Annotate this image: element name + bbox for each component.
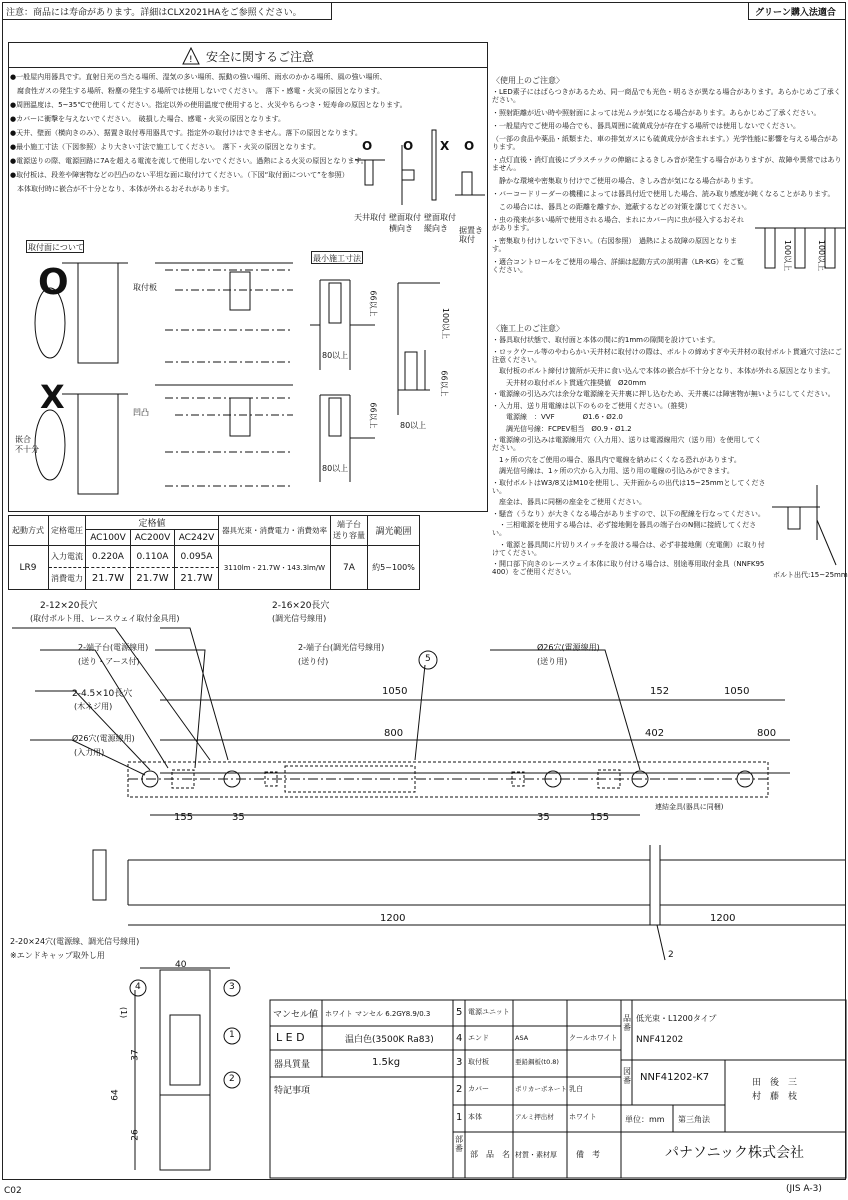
safety-line: ●取付板は、段差や障害物などの凹凸のない平坦な面に取付けてください。（下図“取付面について”を参照） <box>10 171 349 179</box>
construction-note-line: ・騒音（うなり）が大きくなる場合がありますので、以下の配線を行なってください。 <box>492 509 765 518</box>
cross-section <box>130 968 240 1170</box>
callout-hole-26-output-sub: (送り用) <box>537 657 568 666</box>
safety-line: ●電源送りの際、電源回路に7Aを超える電流を流して使用しないでください。過熱による火災の原因となります。 <box>10 157 368 165</box>
td-current-label: 入力電流 <box>49 546 86 568</box>
part-number: 2 <box>456 1084 463 1095</box>
dim-1200-left: 1200 <box>380 913 406 924</box>
mount-plate-label: 取付板 <box>133 283 157 292</box>
safety-line: ●カバーに衝撃を与えないでください。 破損した場合、感電・火災の原因となります。 <box>10 115 286 123</box>
mount-label-wall-horizontal: 壁面取付 横向き <box>389 213 421 233</box>
th-flux: 器具光束・消費電力・消費効率 <box>219 515 331 546</box>
unit-label: 単位：mm <box>625 1115 665 1124</box>
product-number: NNF41202 <box>636 1035 684 1045</box>
construction-note-line: ・電源線の引込み穴は余分な電源線を天井裏に押し込むため、天井裏には障害物が無いようにしてください。 <box>492 390 835 398</box>
construction-note-line: 取付板のボルト締付け箇所が天井に食い込んで本体の嵌合が不十分となり、本体が外れる原因となります。 <box>492 367 835 375</box>
product-desc: 低光束・L1200タイプ <box>636 1014 717 1023</box>
ok-mark: O <box>38 262 69 303</box>
drawing-number: NNF41202-K7 <box>640 1072 710 1083</box>
parts-header-material: 材質・素材厚 <box>515 1151 557 1159</box>
usage-note-line: ・虫の飛来が多い場所で使用される場合、まれにカバー内に虫が侵入するおそれがあります。 <box>492 216 744 232</box>
td-current-242: 0.095A <box>175 546 219 568</box>
part-balloon-5: 5 <box>425 654 431 664</box>
callout-slot-16x20-sub: (調光信号線用) <box>272 614 327 623</box>
usage-note-line: ・点灯直後・消灯直後にプラスチックの伸縮によるきしみ音が発生する場合がありますが、故障や異常ではありません。 <box>492 156 842 172</box>
part-name: カバー <box>468 1085 489 1093</box>
safety-line: ●周囲温度は、5~35℃で使用してください。指定以外の使用温度で使用すると、火災やちらつき・短寿命の原因となります。 <box>10 101 407 109</box>
td-dimming: 約5~100% <box>368 546 420 590</box>
parts-header-name: 部 品 名 <box>470 1150 510 1159</box>
td-current-200: 0.110A <box>131 546 175 568</box>
construction-note-line: 1ヶ所の穴をご使用の場合、器具内で電線を納めにくくなる恐れがあります。 <box>492 455 741 464</box>
td-flux: 3110lm・21.7W・143.3lm/W <box>219 546 331 590</box>
callout-hole-26-input: Ø26穴(電源線用) <box>72 734 135 743</box>
td-power-100: 21.7W <box>86 568 131 590</box>
dim-80-a: 80以上 <box>322 351 349 360</box>
dim-155-right: 155 <box>590 812 610 823</box>
dim-66-b: 66以上 <box>368 402 378 429</box>
dim-1: (1) <box>119 1006 129 1019</box>
construction-note-line: ・取付ボルトはW3/8又はM10を使用し、天井面からの出代は15~25mmとしてください。 <box>492 478 766 495</box>
min-dim-title: 最小施工寸法 <box>313 254 361 263</box>
ng-mark: X <box>40 378 65 416</box>
part-number: 4 <box>456 1033 463 1044</box>
dim-155-left: 155 <box>174 812 194 823</box>
dim-80-c: 80以上 <box>400 421 427 430</box>
product-label: 品番 <box>623 1014 631 1032</box>
part-number: 3 <box>456 1057 463 1068</box>
part-material: 亜鉛鋼板(t0.8) <box>515 1058 559 1066</box>
callout-hole-26-output: Ø26穴(電源線用) <box>537 643 600 652</box>
spacing-dim-b: 100以上 <box>817 239 827 272</box>
insufficient-label: 嵌合 不十分 <box>15 435 39 454</box>
mass-label: 器具質量 <box>274 1060 311 1070</box>
mass-value: 1.5kg <box>372 1057 401 1068</box>
usage-note-line: ・LED素子にはばらつきがあるため、同一商品でも光色・明るさが異なる場合があります。あらかじめご了承ください。 <box>492 88 841 104</box>
safety-title: 安全に関するご注意 <box>206 50 315 64</box>
safety-line: ●天井、壁面（横向きのみ）、据置き取付専用器具です。指定外の取付けはできません。落下の原因となります。 <box>10 129 362 137</box>
dim-152: 152 <box>650 686 670 697</box>
mount-label-wall-vertical: 壁面取付 縦向き <box>424 213 456 233</box>
led-value: 温白色(3500K Ra83) <box>345 1035 434 1045</box>
dim-37: 37 <box>130 1049 141 1061</box>
th-ac242: AC242V <box>175 530 219 546</box>
usage-note-line: ・密集取り付けしないで下さい。（右図参照） 過熱による故障の原因となります。 <box>492 237 737 253</box>
td-start: LR9 <box>8 546 49 590</box>
mount-mark-wall-vertical: X <box>440 139 450 153</box>
usage-note-line: ・バーコードリーダーの機種によっては器具付近で使用した場合、読み取り感度が鈍くなることがあります。 <box>492 190 835 198</box>
part-number: 5 <box>456 1007 463 1018</box>
mount-label-floor: 据置き取付 <box>459 226 483 244</box>
dim-800-left: 800 <box>384 728 404 739</box>
construction-note-line: ・ロックウール等のやわらかい天井材に取付けの際は、ボルトの締めすぎや天井材の取付ボルト貫通穴寸法にご注意ください。 <box>492 347 842 364</box>
part-label-2-plan: 2 <box>668 950 674 960</box>
munsell-value: ホワイト マンセル 6.2GY8.9/0.3 <box>325 1010 431 1018</box>
part-note: クールホワイト <box>569 1034 618 1042</box>
part-balloon-2: 2 <box>229 1074 235 1084</box>
callout-hole-26-input-sub: (入力用) <box>74 748 105 757</box>
callout-terminal-power-sub: (送り・アース付) <box>78 657 140 666</box>
td-power-200: 21.7W <box>131 568 175 590</box>
th-ac200: AC200V <box>131 530 175 546</box>
part-material: アルミ押出材 <box>515 1113 554 1121</box>
safety-line: 腐食性ガスの発生する場所、粉塵の発生する場所では使用しないでください。 落下・感電・火災の原因となります。 <box>10 87 384 95</box>
mount-illustrations <box>355 130 485 205</box>
part-balloon-3: 3 <box>229 982 235 992</box>
part-name: 本体 <box>468 1113 482 1121</box>
part-balloon-4: 4 <box>135 982 141 992</box>
spacing-dim-a: 100以上 <box>783 239 793 272</box>
th-voltage: 定格電圧 <box>49 515 86 546</box>
usage-note-line: 静かな環境や密集取り付けでご使用の場合、きしみ音が気になる場合があります。 <box>492 177 758 185</box>
td-current-100: 0.220A <box>86 546 131 568</box>
mount-mark-floor: O <box>464 139 475 153</box>
construction-note-line: ・開口部下向きのレースウェイ本体に取り付ける場合は、別途専用取付金具（NNFK95400）をご使用ください。 <box>492 560 765 576</box>
dim-800-right: 800 <box>757 728 777 739</box>
bolt-protrusion-label: ボルト出代:15~25mm <box>773 571 848 579</box>
construction-notes-title: 〈施工上のご注意〉 <box>492 324 564 333</box>
td-power-242: 21.7W <box>175 568 219 590</box>
dim-66-a: 66以上 <box>368 290 378 317</box>
construction-note-line: ・電源と器具間に片切りスイッチを設ける場合は、必ず非接地側（充電側）に取り付けてください。 <box>492 540 765 557</box>
construction-note-line: ・三相電源を使用する場合は、必ず接地側を器具の端子台のN側に接続してください。 <box>492 521 757 537</box>
construction-note-line: ・電源線の引込みは電源線用穴（入力用）、送りは電源線用穴（送り用）を使用してください。 <box>492 436 762 452</box>
callout-slot-12x20-sub: (取付ボルト用、レースウェイ取付金具用) <box>30 614 180 623</box>
parts-header-no: 部番 <box>455 1135 463 1153</box>
company-name: パナソニック株式会社 <box>665 1145 805 1161</box>
part-note: ホワイト <box>569 1113 597 1121</box>
td-power-label: 消費電力 <box>49 568 86 590</box>
uneven-label: 凹凸 <box>133 408 149 417</box>
dim-1200-right: 1200 <box>710 913 736 924</box>
callout-terminal-dim-sub: (送り付) <box>298 657 329 666</box>
part-number: 1 <box>456 1112 463 1123</box>
usage-notes-title: 〈使用上のご注意〉 <box>492 76 564 85</box>
green-purchase-label: グリーン購入法適合 <box>755 8 836 18</box>
callout-slot-4-5x10: 2-4.5×10長穴 <box>72 689 133 699</box>
safety-line: ●最小施工寸法（下図参照）より大きい寸法で施工してください。 落下・火災の原因となります。 <box>10 143 321 151</box>
led-label: L E D <box>276 1031 305 1044</box>
construction-note-line: 調光信号線は、1ヶ所の穴から入力用、送り用の電線の引込みができます。 <box>492 467 734 475</box>
th-start: 起動方式 <box>8 515 49 546</box>
paper-standard: (JIS A-3) <box>786 1184 822 1194</box>
dim-80-b: 80以上 <box>322 464 349 473</box>
dim-402: 402 <box>645 728 665 739</box>
dim-35-left: 35 <box>232 812 245 823</box>
callout-connector: 連結金具(器具に同梱) <box>655 803 724 811</box>
drawing-number-label: 図番 <box>623 1067 631 1085</box>
callout-hole-20x24: 2-20×24穴(電源線、調光信号線用) <box>10 937 140 946</box>
sheet-code: C02 <box>4 1186 22 1196</box>
mount-surface-title: 取付面について <box>28 243 84 252</box>
construction-note-line: ・入力用、送り用電線は以下のものをご使用ください。（推奨） <box>492 401 692 410</box>
dim-64: 64 <box>110 1089 121 1101</box>
usage-note-line: ・照射距離が近い時や照射面によっては光ムラが気になる場合があります。あらかじめご了承ください。 <box>492 109 821 117</box>
construction-note-line: ・器具取付状態で、取付面と本体の間に約1mmの隙間を設けています。 <box>492 336 720 344</box>
dim-1050-right: 1050 <box>724 686 750 697</box>
th-terminal: 端子台 送り容量 <box>331 515 368 546</box>
bolt-figure <box>772 485 836 565</box>
mount-mark-ceiling: O <box>362 139 373 153</box>
th-ac100: AC100V <box>86 530 131 546</box>
usage-note-line: （一部の食品や薬品・紙類また、車の排気ガスにも硫黄成分が含まれます。）光学性能に影響を与える場合があります。 <box>492 135 838 151</box>
part-material: ASA <box>515 1034 529 1042</box>
callout-slot-16x20: 2-16×20長穴 <box>272 601 330 611</box>
dim-40: 40 <box>175 960 187 970</box>
construction-note-line: 電源線 ：VVF Ø1.6・Ø2.0 <box>492 413 623 421</box>
th-rated: 定格値 <box>86 515 219 530</box>
part-balloon-1: 1 <box>229 1030 235 1040</box>
construction-note-line: 天井材の取付ボルト貫通穴推奨値 Ø20mm <box>492 378 647 387</box>
approver-names: 田 後 三 村 藤 枝 <box>752 1078 798 1103</box>
part-name: エンド <box>468 1034 489 1042</box>
mount-surface-drawings <box>35 263 440 494</box>
safety-line: 本体取付時に嵌合が不十分となり、本体が外れるおそれがあります。 <box>10 185 234 193</box>
projection-label: 第三角法 <box>678 1115 710 1124</box>
mount-mark-wall-horizontal: O <box>403 139 414 153</box>
dim-100: 100以上 <box>441 307 451 340</box>
safety-line: ●一般屋内用器具です。直射日光の当たる場所、湿気の多い場所、振動の強い場所、雨水のかかる場所、風の強い場所、 <box>10 73 387 81</box>
callout-terminal-dim: 2-端子台(調光信号線用) <box>298 643 385 652</box>
part-material: ポリカーボネート <box>515 1085 567 1093</box>
part-note: 乳白 <box>569 1085 583 1093</box>
callout-hole-20x24-sub: ※エンドキャップ取外し用 <box>10 951 105 960</box>
dense-mount-figure <box>755 228 845 268</box>
munsell-label: マンセル値 <box>273 1010 319 1020</box>
callout-slot-4-5x10-sub: (木ネジ用) <box>74 702 113 711</box>
svg-text:!: ! <box>189 55 193 65</box>
td-terminal: 7A <box>331 546 368 590</box>
construction-note-line: 調光信号線：FCPEV相当 Ø0.9・Ø1.2 <box>492 424 632 433</box>
callout-slot-12x20: 2-12×20長穴 <box>40 601 98 611</box>
dim-66-c: 66以上 <box>439 370 449 397</box>
mount-label-ceiling: 天井取付 <box>354 213 386 222</box>
part-name: 取付板 <box>468 1058 489 1066</box>
part-name: 電源ユニット <box>468 1008 510 1016</box>
notes-label: 特記事項 <box>274 1086 311 1096</box>
callout-terminal-power: 2-端子台(電源線用) <box>78 643 149 652</box>
usage-note-line: この場合には、器具との距離を離すか、遮蔽するなどの対策を講じてください。 <box>492 203 751 211</box>
usage-note-line: ・一般屋内でご使用の場合でも、器具周囲に硫黄成分が存在する場所では使用しないでください。 <box>492 122 800 130</box>
notice-text: 注意：商品には寿命があります。詳細はCLX2021HAをご参照ください。 <box>6 8 302 18</box>
construction-note-line: 座金は、器具に同梱の座金をご使用ください。 <box>492 498 646 506</box>
dim-1050-left: 1050 <box>382 686 408 697</box>
dim-35-right: 35 <box>537 812 550 823</box>
usage-note-line: ・適合コントロールをご使用の場合、詳細は起動方式の説明書（LR-KG）をご覧ください。 <box>492 258 744 274</box>
th-dimming: 調光範囲 <box>368 515 420 546</box>
parts-header-note: 備 考 <box>576 1150 600 1159</box>
dim-26: 26 <box>130 1129 141 1141</box>
